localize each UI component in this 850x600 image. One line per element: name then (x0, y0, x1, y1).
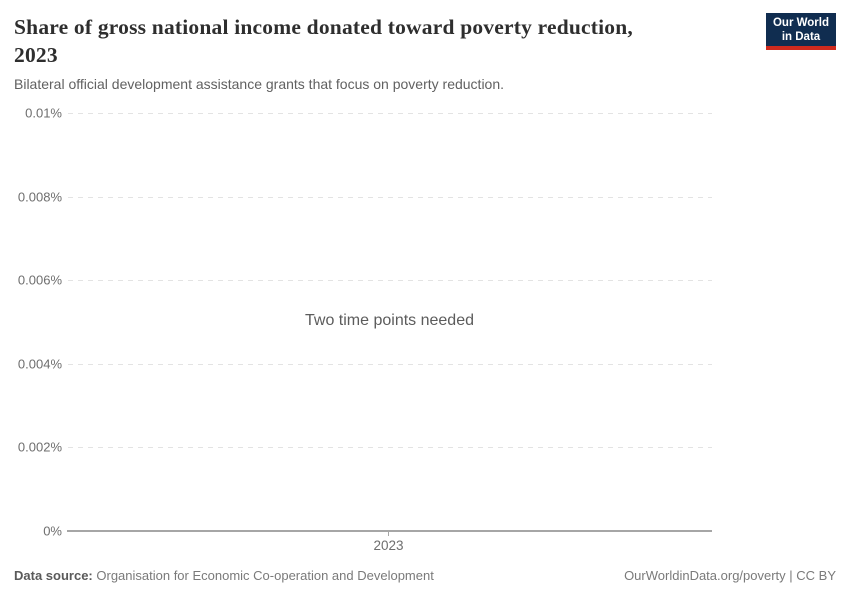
y-axis-tick-label: 0.006% (17, 272, 62, 288)
y-axis-tick-label: 0.01% (25, 105, 62, 121)
gridline (68, 113, 712, 114)
owid-logo-line1: Our World (772, 17, 829, 29)
chart-footer (14, 568, 836, 583)
gridline (68, 364, 712, 365)
data-source-label: Data source: (14, 568, 93, 583)
chart-title-line2: 2023 (14, 43, 58, 67)
gridline (68, 197, 712, 198)
y-axis-tick-label: 0.008% (17, 189, 62, 205)
y-axis-tick-label: 0.004% (17, 356, 62, 372)
attribution-link[interactable]: OurWorldinData.org/poverty | CC BY (624, 568, 836, 583)
x-axis-tick-label: 2023 (373, 538, 404, 553)
x-axis-tick-mark (388, 531, 389, 536)
chart-subtitle: Bilateral official development assistance grants that focus on poverty reduction. (14, 76, 505, 92)
y-axis-tick-label: 0.002% (17, 439, 62, 455)
data-source-line (14, 568, 434, 583)
empty-chart-message: Two time points needed (305, 312, 474, 329)
owid-logo-line2: in Data (781, 31, 821, 43)
gridline (68, 447, 712, 448)
chart-title-line1: Share of gross national income donated toward poverty reduction, (14, 15, 633, 39)
x-axis-line (67, 530, 712, 532)
y-axis-tick-label: 0% (43, 523, 62, 539)
data-source-value[interactable]: Organisation for Economic Co-operation and Development (96, 568, 434, 583)
gridline (68, 280, 712, 281)
